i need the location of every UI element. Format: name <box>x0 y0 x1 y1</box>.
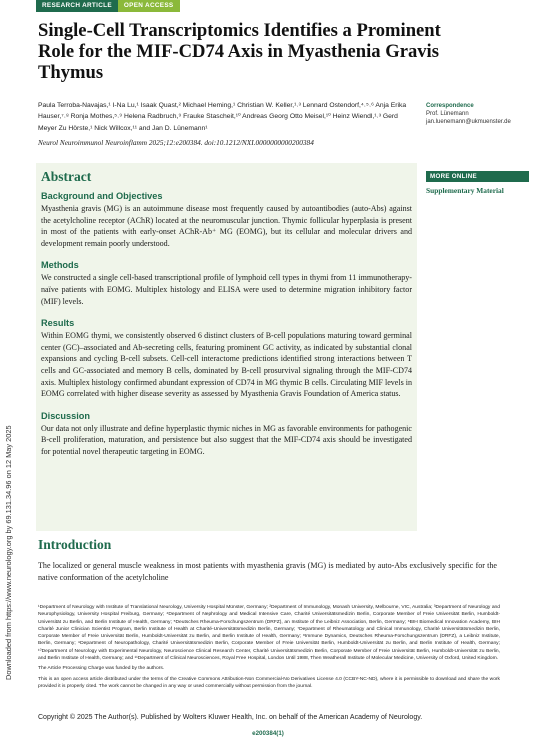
correspondence-block <box>426 102 526 126</box>
download-watermark-text: Downloaded from https://www.neurology.org by 69.131.34.96 on 12 May 2025 <box>4 425 13 680</box>
copyright-line: Copyright © 2025 The Author(s). Published by Wolters Kluwer Health, Inc. on behalf of the American Academy of Neurology. <box>38 714 423 721</box>
abstract-section-methods <box>41 260 412 307</box>
section-body: We constructed a single cell-based transcriptional profile of lymphoid cell types in thymi from 11 immunotherapy-naïve patients with EOMG. Multiplex histology and ELISA were used to determine migration inhibitory factor (MIF) levels. <box>41 273 412 306</box>
introduction-title: Introduction <box>38 537 112 552</box>
funding-footnote: The Article Processing Charge was funded by the authors. <box>38 666 165 672</box>
journal-citation: Neurol Neuroimmunol Neuroinflamm 2025;12:e200384. doi:10.1212/NXI.0000000000200384 <box>38 138 314 147</box>
author-list: Paula Terroba-Navajas,¹ I-Na Lu,¹ Isaak Quast,² Michael Heming,¹ Christian W. Keller,¹˒³ Lennard Ostendorf,⁴˒⁵˒⁶ Anja Erika Hauser,⁷˒⁸ Ronja Mothes,⁵˒⁹ Helena Radbruch,⁹ Frauke Stascheit,¹⁰ Andreas Georg Otto Meisel,¹⁰ Heinz Wiendl,¹˒³ Gerd Meyer Zu Hörste,¹ Nick Willcox,¹¹ and Jan D. Lünemann¹ <box>38 102 407 132</box>
article-title: Single-Cell Transcriptomics Identifies a Prominent Role for the MIF-CD74 Axis in Myasthenia Gravis Thymus <box>38 20 441 83</box>
abstract-section-results <box>41 318 412 400</box>
open-access-tag: OPEN ACCESS <box>118 0 180 12</box>
correspondence-name: Prof. Lünemann <box>426 111 469 117</box>
abstract-box <box>36 163 417 531</box>
correspondence-email[interactable]: jan.luenemann@ukmuenster.de <box>426 119 511 125</box>
section-body: Our data not only illustrate and define hyperplastic thymic niches in MG as favorable environments for pathogenic B-cell proliferation, maturation, and persistence but also suggest that the MIF-CD74 axis should be investigated for potential novel therapeutic targeting in EOMG. <box>41 423 412 456</box>
license-footnote: This is an open access article distributed under the terms of the Creative Commons Attribution-Non Commercial-No Derivatives License 4.0 (CCBY-NC-ND), where it is permissible to download and share the work provided it is properly cited. The work cannot be changed in any way or used commercially without permission from the journal. <box>38 676 500 689</box>
correspondence-label: Correspondence <box>426 103 474 109</box>
page-number: e200384(1) <box>252 730 284 737</box>
section-heading: Methods <box>41 260 79 271</box>
download-watermark <box>2 420 18 720</box>
affiliations-footnote: ¹Department of Neurology with Institute of Translational Neurology, University Hospital Münster, Germany; ²Department of Immunology, Monash University, Melbourne, VIC, Australia; ³Department of Neurology and Neurophysiology, University Hospital Freiburg, Germany; ⁴Department of Nephrology and Medical Intensive Care, Charité Universitätsmedizin Berlin, Corporate Member of Freie Universität Berlin, Humboldt-Universität zu Berlin, and Berlin Institute of Health, Germany; ⁵Deutsches Rheuma-Forschungszentrum (DRFZ), an Institute of the Leibniz Association, Berlin, Germany; ⁶BIH Biomedical Innovation Academy, BIH Charité Junior Clinician Scientist Program, Berlin Institute of Health at Charité-Universitätsmedizin Berlin, Germany; ⁷Department of Rheumatology and Clinical Immunology, Charité Universitätsmedizin Berlin, Corporate Member of Freie Universität Berlin, Humboldt-Universität zu Berlin, and Berlin Institute of Health, Germany; ⁸Immune Dynamics, Deutsches Rheuma-Forschungszentrum (DRFZ), a Leibniz Institute, Berlin, Germany; ⁹Department of Neuropathology, Charité Universitätsmedizin Berlin, Corporate Member of Freie Universität Berlin, Humboldt-Universität zu Berlin, and Berlin Institute of Health, Germany; ¹⁰Department of Neurology with Experimental Neurology, Neuroscience Clinical Research Center, Charité Universitätsmedizin Berlin, Corporate Member of Freie Universität Berlin, Humboldt-Universität zu Berlin, and Berlin Institute of Health, Germany; and ¹¹Department of Clinical Neurosciences, Royal Free Hospital, London Until 1988, Then Weatherall Institute of Molecular Medicine, University of Oxford, United Kingdom. <box>38 605 500 662</box>
section-heading: Results <box>41 318 75 329</box>
section-body: Within EOMG thymi, we consistently observed 6 distinct clusters of B-cell populations maturing toward germinal center (GC)–associated and Ab-secreting cells, featuring prominent GC activity, as indicated by substantial clonal expansions and cycling B-cell subsets. Cell-cell interactome predictions identified strong interactions between T cells and GC-associated and memory B cells, dominated by B-cell prosurvival signaling through the MIF-CD74 axis. Multiplex histology confirmed abundant expression of CD74 in MG thymic B cells. Circulating MIF levels in EOMG correlated with higher disease severity as assessed by Myasthenia Gravis Foundation of America status. <box>41 331 413 399</box>
section-heading: Background and Objectives <box>41 191 163 201</box>
abstract-title: Abstract <box>41 169 92 184</box>
supplementary-material-link[interactable]: Supplementary Material <box>426 186 504 195</box>
research-article-tag: RESEARCH ARTICLE <box>36 0 118 12</box>
introduction-body: The localized or general muscle weakness in most patients with myasthenia gravis (MG) is mediated by auto-Abs exclusively specific for the native conformation of the acetylcholine <box>38 561 497 582</box>
section-body: Myasthenia gravis (MG) is an autoimmune disease most frequently caused by autoantibodies (auto-Abs) against the acetylcholine receptor (AChR) located at the neuromuscular junction. Thymic follicular hyperplasia is present in most of the patients with early-onset AChR-Ab⁺ MG (EOMG), but its cellular and molecular drivers and development remain poorly understood. <box>41 204 412 248</box>
abstract-section-background <box>41 191 412 249</box>
footnotes <box>38 604 500 693</box>
more-online-banner: MORE ONLINE <box>426 171 529 182</box>
section-heading: Discussion <box>41 410 91 421</box>
article-tags <box>36 0 180 12</box>
abstract-section-discussion <box>41 411 412 458</box>
